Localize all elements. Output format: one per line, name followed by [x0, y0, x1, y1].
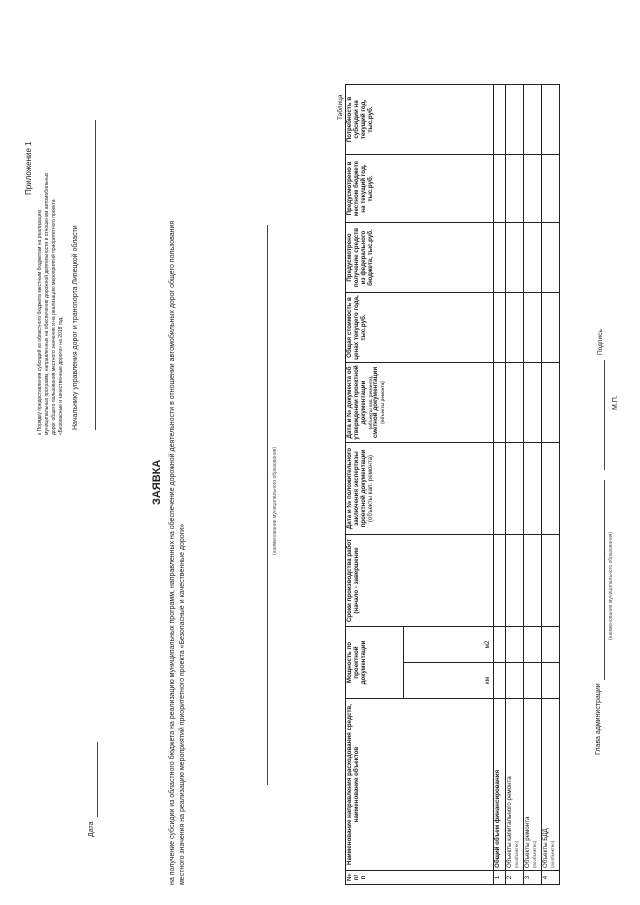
col-header-federal: Предусмотрено получение средств из федерального бюджета, тыс.руб.: [346, 223, 494, 293]
table-row: [542, 85, 560, 885]
municipality-line: [267, 225, 268, 785]
cell: [506, 535, 524, 627]
row-num: 4: [542, 871, 560, 885]
cell: [524, 663, 542, 699]
cell: [506, 223, 524, 293]
table-row: [506, 85, 524, 885]
table-row: [524, 85, 542, 885]
cell: [524, 627, 542, 663]
cell: [506, 663, 524, 699]
municipality-caption: (наименование муниципального образования): [272, 447, 278, 555]
unit-km: км: [404, 663, 494, 699]
cell: [494, 627, 506, 663]
cell: [494, 85, 506, 155]
col-header-approval: [346, 363, 494, 443]
approval-note-1: (объекты кап. ремонта),: [367, 375, 373, 430]
cell: [506, 293, 524, 363]
row-note: (пообъектно): [531, 840, 537, 868]
cell: [506, 443, 524, 535]
col-header-period: Сроки производства работ (начало - завершение: [346, 535, 494, 627]
cell: [542, 85, 560, 155]
cell: [524, 293, 542, 363]
approval-text: Дата и № документа об утверждении проектной документации: [346, 365, 367, 440]
date-line: [97, 742, 98, 817]
cell: [506, 155, 524, 223]
cell: [524, 363, 542, 443]
cell: [494, 535, 506, 627]
doc-title: ЗАЯВКА: [151, 459, 163, 505]
cell: [494, 223, 506, 293]
table-row: [494, 85, 506, 885]
annex-line-3: дорог общего пользования местного значения и на реализацию мероприятий приоритетного проекта: [51, 199, 57, 435]
row-note: (пообъектно): [513, 840, 519, 868]
cell: [494, 663, 506, 699]
annex-line-1: к Порядку предоставления субсидий из областного бюджета местным бюджетам на реализацию: [37, 209, 43, 435]
intro-line-1: на получение субсидии из областного бюджета на реализацию муниципальных программ, направленных на обеспечение дорожной деятельности в отношении автомобильных дорог общего пользования: [169, 220, 176, 885]
cell: [506, 363, 524, 443]
cell: [542, 627, 560, 663]
cell: [542, 293, 560, 363]
stamp-label: М.П.: [612, 395, 619, 410]
col-header-need: Потребность в субсидии на текущий год, тыс.руб.: [346, 85, 494, 155]
expertise-note: (объекты кап. ремонта): [366, 454, 374, 523]
cell: [542, 223, 560, 293]
col-header-expertise: [346, 443, 494, 535]
unit-m2: м2: [404, 627, 494, 663]
cell: [494, 443, 506, 535]
row-name: Общий объем финансирования: [494, 699, 506, 871]
cell: [542, 155, 560, 223]
row-note: (пообъектно): [549, 840, 555, 868]
table-label: Таблица: [337, 94, 344, 120]
row-num: 2: [506, 871, 524, 885]
row-name-cell: [524, 699, 542, 871]
cell: [506, 627, 524, 663]
annex-title: Приложение 1: [24, 141, 33, 195]
expertise-text: Дата и № положительного заключения экспертизы проектной документации: [346, 447, 367, 530]
cell: [494, 293, 506, 363]
cell: [524, 535, 542, 627]
head-line: [604, 480, 605, 680]
signature-line: [604, 360, 605, 470]
addressee: Начальнику управления дорог и транспорта Липецкой области: [72, 225, 79, 430]
cell: [542, 443, 560, 535]
cell: [506, 85, 524, 155]
cell: [542, 363, 560, 443]
request-table: [345, 84, 560, 885]
cell: [494, 363, 506, 443]
row-name-cell: [542, 699, 560, 871]
head-caption: (наименование муниципального образования): [608, 532, 614, 640]
row-name: Объекты БДД: [542, 828, 549, 868]
approval-note-2: (объекты ремонта): [379, 381, 385, 424]
cell: [524, 155, 542, 223]
approval-mid: сметной документации: [371, 366, 379, 439]
row-num: 1: [494, 871, 506, 885]
cell: [524, 85, 542, 155]
row-num: 3: [524, 871, 542, 885]
row-name: Объекты капитального ремонта: [506, 776, 513, 868]
date-label: Дата: [88, 821, 95, 837]
annex-line-2: муниципальных программ, направленных на обеспечение дорожной деятельности в отношении автомобильных: [44, 172, 50, 435]
col-header-total-cost: Общая стоимость в ценах текущего года, тыс.руб.: [346, 293, 494, 363]
col-header-num: № п/п: [346, 871, 494, 885]
intro-line-2: местного значения на реализацию мероприятий приоритетного проекта «Безопасные и качественные дороги»: [179, 523, 186, 885]
cell: [542, 535, 560, 627]
cell: [524, 223, 542, 293]
head-label: Глава администрации: [595, 683, 602, 755]
cell: [494, 155, 506, 223]
row-name-cell: [506, 699, 524, 871]
cell: [542, 663, 560, 699]
addressee-line: [95, 120, 96, 430]
col-header-name: Наименование направления расходования средств, наименование объектов: [346, 699, 494, 871]
col-header-local: Предусмотрено в местном бюджете на текущий год, тыс.руб.: [346, 155, 494, 223]
rotated-form: [20, 45, 620, 885]
col-header-capacity: Мощность по проектной документации: [346, 627, 404, 699]
row-name: Объекты ремонта: [524, 816, 531, 868]
annex-line-4: «Безопасные и качественные дороги» на 2018 год.: [58, 316, 64, 435]
cell: [524, 443, 542, 535]
signature-label: Подпись: [597, 329, 604, 355]
